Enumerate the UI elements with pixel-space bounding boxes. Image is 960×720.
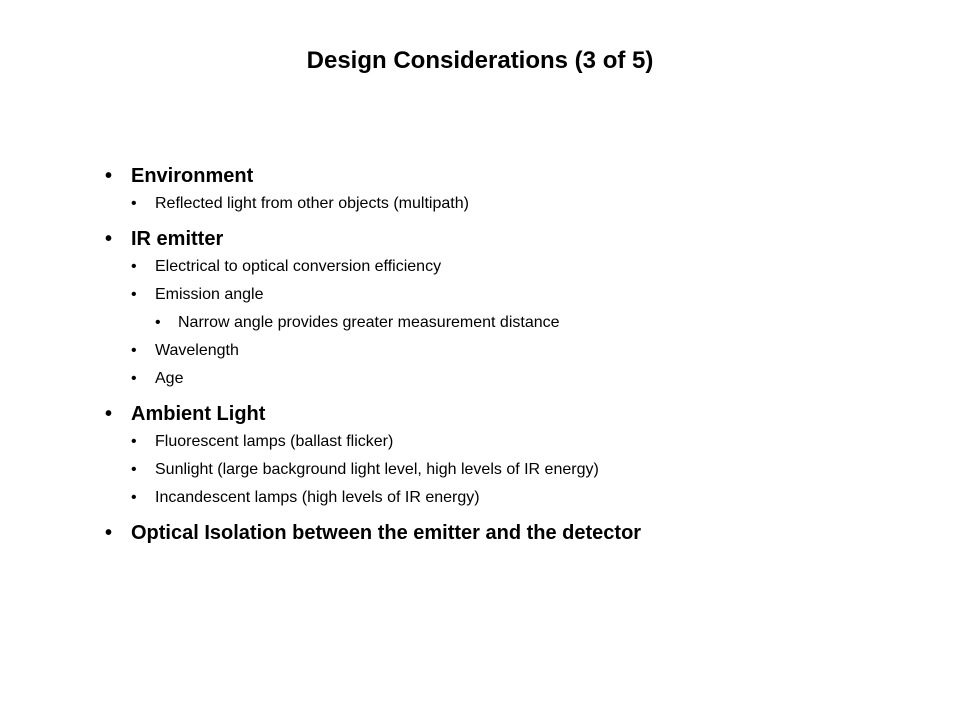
list-item: • Emission angle <box>105 281 925 309</box>
section-heading-ir-emitter: • IR emitter <box>105 225 925 253</box>
list-item: • Electrical to optical conversion efficiency <box>105 253 925 281</box>
list-item: • Reflected light from other objects (multipath) <box>105 190 925 218</box>
list-item: • Fluorescent lamps (ballast flicker) <box>105 428 925 456</box>
list-item: • Wavelength <box>105 337 925 365</box>
list-item: • Age <box>105 365 925 393</box>
slide-title: Design Considerations (3 of 5) <box>306 47 654 74</box>
section-heading-ambient-light: • Ambient Light <box>105 400 925 428</box>
section-heading-optical-isolation: • Optical Isolation between the emitter and the detector <box>105 519 925 547</box>
sub-list-item: • Narrow angle provides greater measurement distance <box>105 309 925 337</box>
list-item: • Sunlight (large background light level, high levels of IR energy) <box>105 456 925 484</box>
list-item: • Incandescent lamps (high levels of IR energy) <box>105 484 925 512</box>
bullet-list <box>105 162 925 547</box>
section-heading-environment: • Environment <box>105 162 925 190</box>
